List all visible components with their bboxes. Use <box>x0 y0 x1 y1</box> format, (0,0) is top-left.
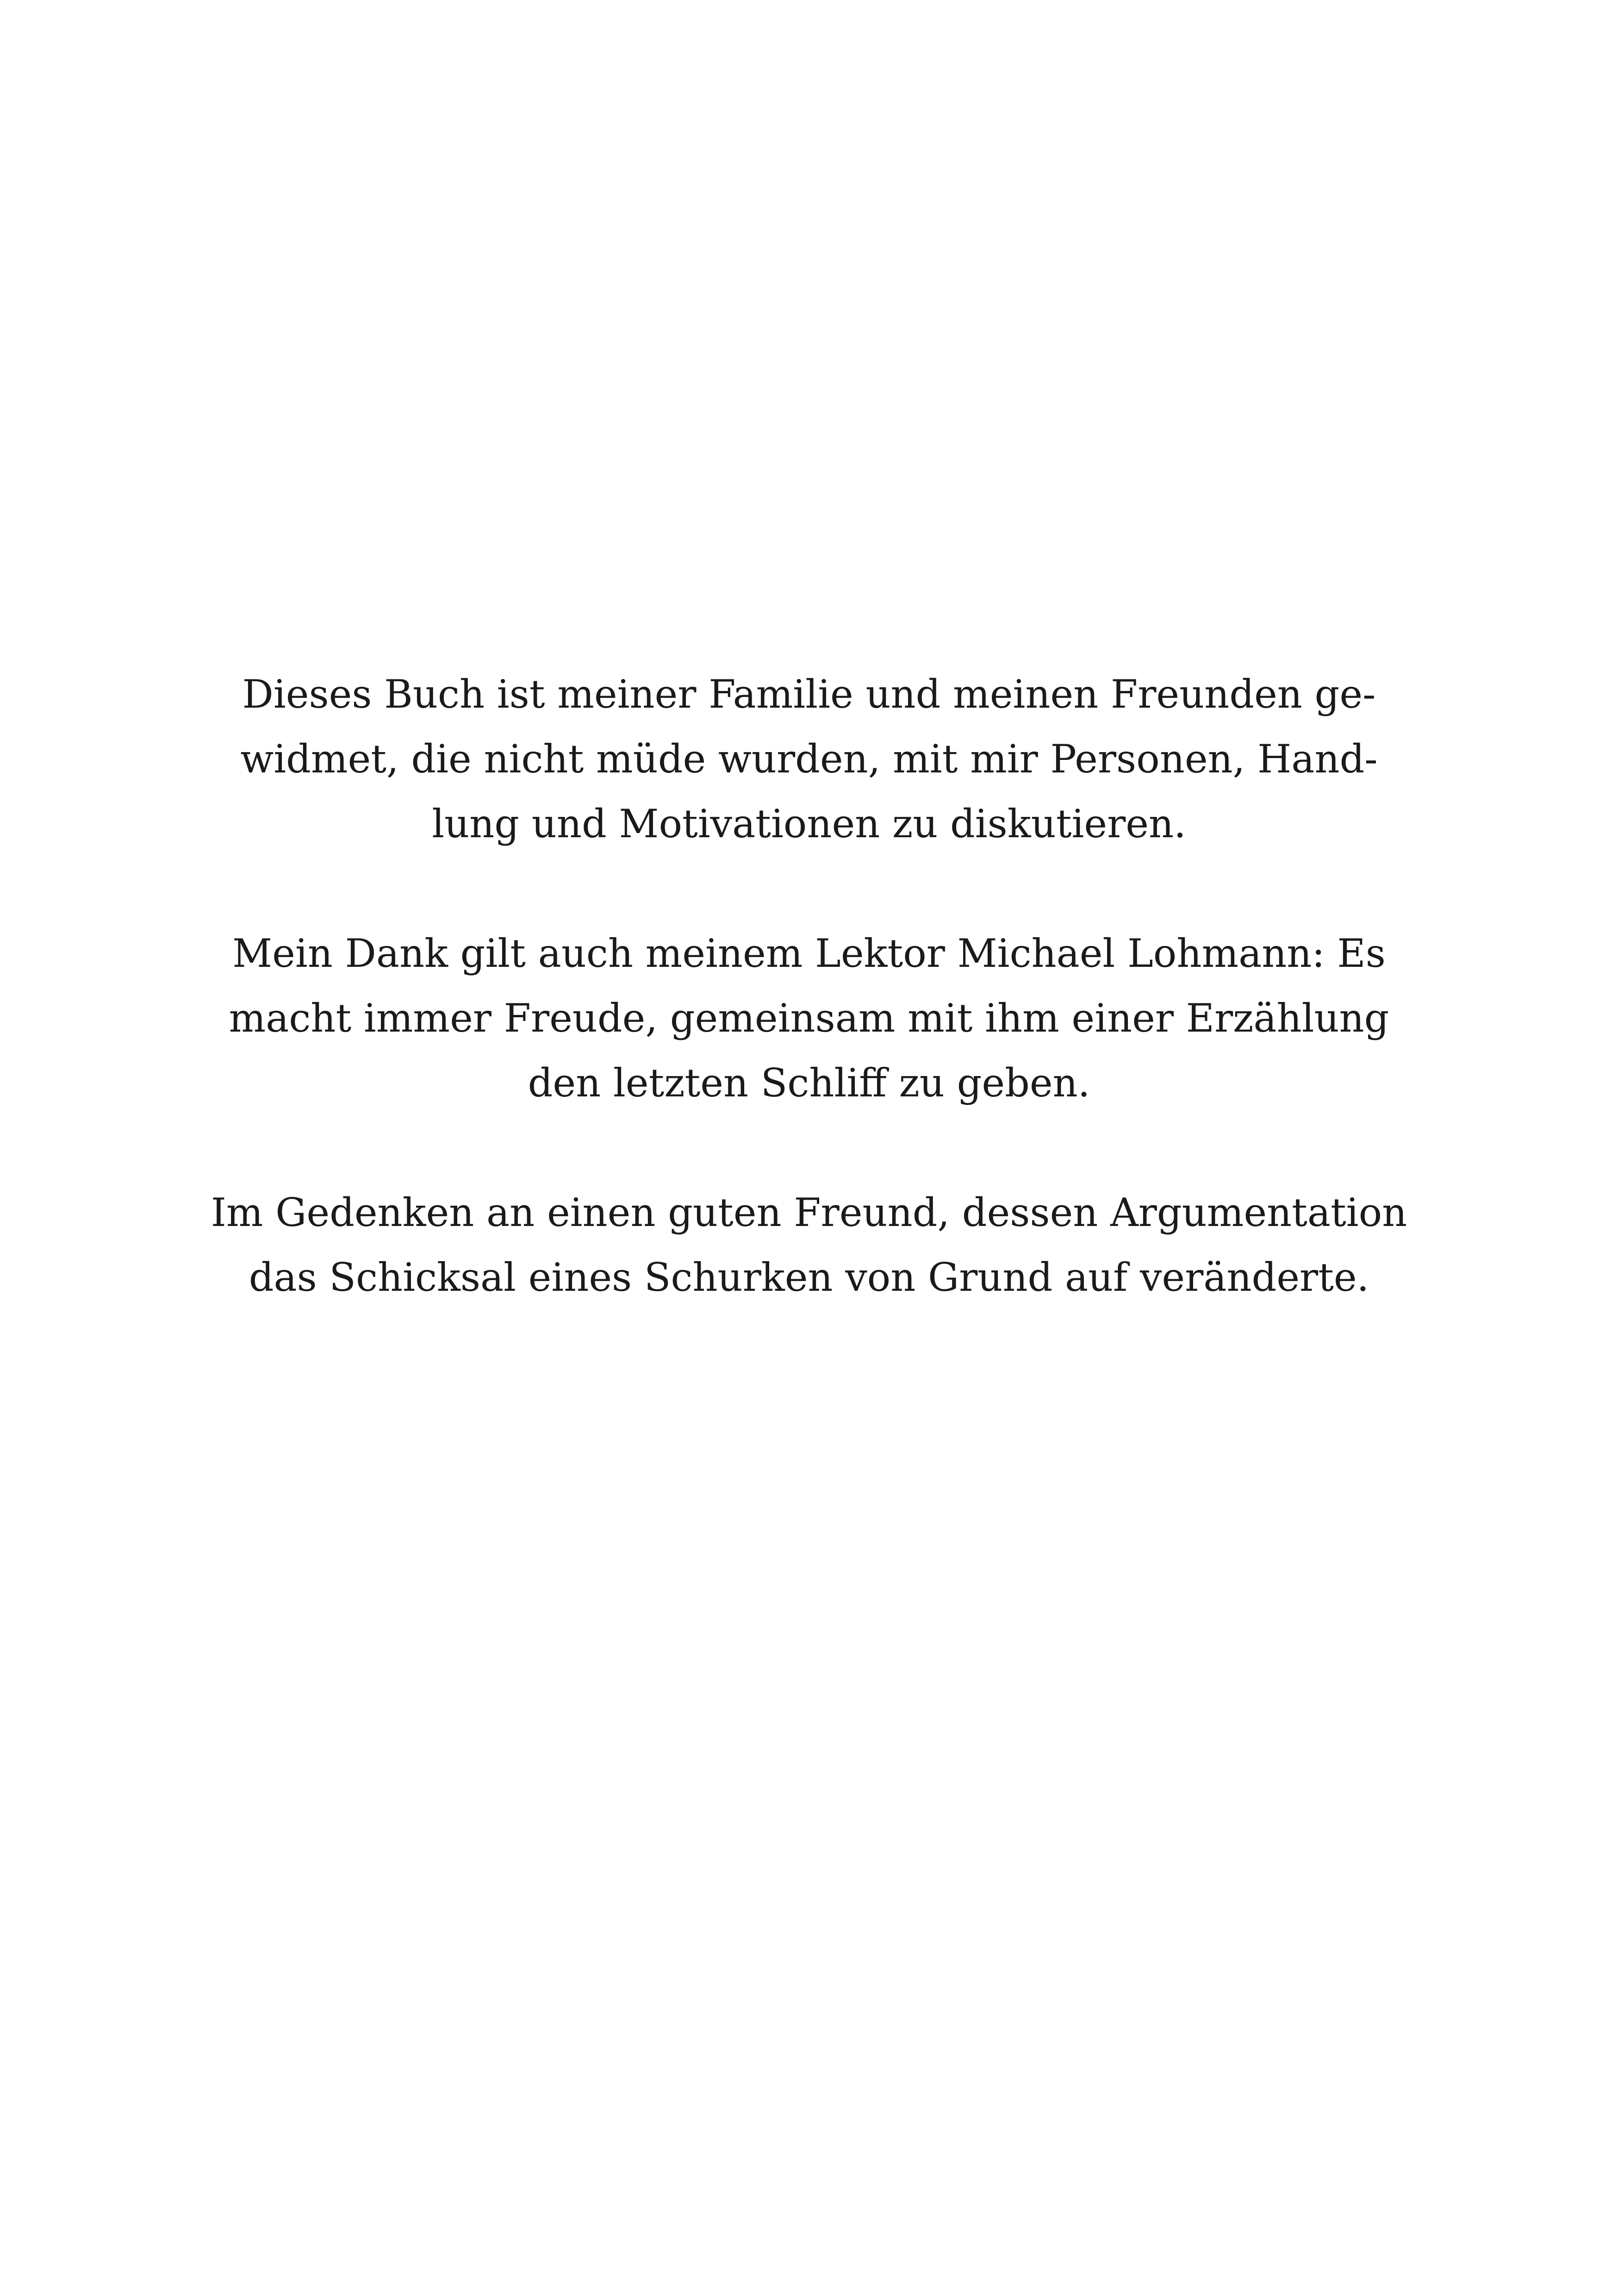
text-line: Im Gedenken an einen guten Freund, dessen Argumentation <box>211 1190 1407 1235</box>
text-line: Mein Dank gilt auch meinem Lektor Michael Lohmann: Es <box>232 931 1386 976</box>
text-line: das Schicksal eines Schurken von Grund auf veränderte. <box>249 1255 1369 1300</box>
dedication-text <box>0 662 1618 1375</box>
dedication-paragraph-editor <box>0 921 1618 1115</box>
text-line: lung und Motivationen zu diskutieren. <box>432 801 1186 846</box>
text-line: macht immer Freude, gemeinsam mit ihm einer Erzählung <box>229 996 1389 1041</box>
text-line: widmet, die nicht müde wurden, mit mir Personen, Hand- <box>240 736 1378 782</box>
dedication-paragraph-memorial <box>0 1180 1618 1310</box>
dedication-paragraph-family <box>0 662 1618 856</box>
text-line: den letzten Schliff zu geben. <box>528 1060 1090 1106</box>
text-line: Dieses Buch ist meiner Familie und meinen Freunden ge- <box>242 672 1376 717</box>
